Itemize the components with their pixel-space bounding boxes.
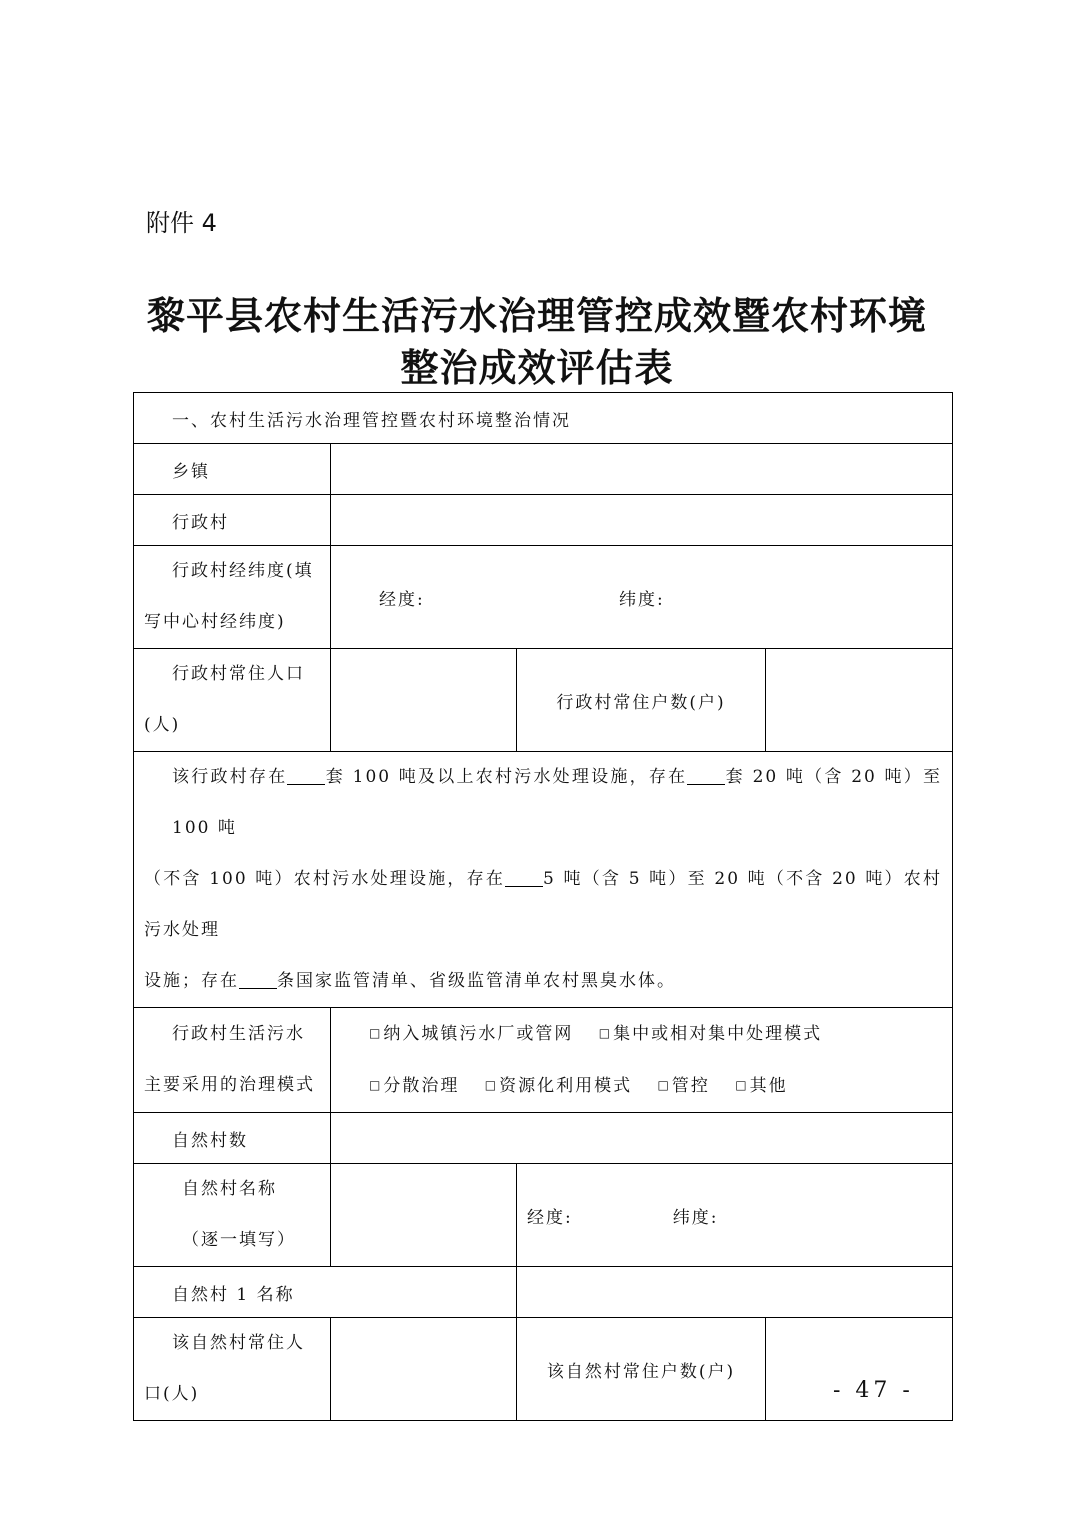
facilities-blank-1[interactable] xyxy=(287,767,325,785)
document-title-line2: 整治成效评估表 xyxy=(400,345,674,390)
households-field[interactable] xyxy=(766,649,953,752)
natural-village-name-row xyxy=(134,1164,953,1267)
admin-village-field[interactable] xyxy=(331,495,953,546)
option-centralized[interactable] xyxy=(599,1024,822,1044)
admin-village-label: 行政村 xyxy=(134,495,331,546)
nv-population-label xyxy=(134,1318,331,1421)
checkbox-icon[interactable]: □ xyxy=(369,1026,383,1040)
checkbox-icon[interactable]: □ xyxy=(369,1078,383,1092)
facilities-blank-4[interactable] xyxy=(239,971,277,989)
nv-households-label: 该自然村常住户数(户) xyxy=(517,1318,766,1421)
facilities-statement xyxy=(134,752,953,1008)
option-other[interactable] xyxy=(735,1076,787,1096)
option-decentralized[interactable] xyxy=(369,1076,459,1096)
nv-population-label-line2: 口(人) xyxy=(144,1384,200,1404)
option-centralized-label: 集中或相对集中处理模式 xyxy=(613,1024,823,1044)
population-label-line1: 行政村常住人口 xyxy=(172,664,305,684)
facilities-line1 xyxy=(144,752,942,854)
township-label: 乡镇 xyxy=(134,444,331,495)
option-other-label: 其他 xyxy=(749,1076,788,1096)
longitude-label: 经度: xyxy=(379,589,425,610)
facilities-text-1: 该行政村存在 xyxy=(172,767,288,787)
facilities-text-4: （不含 100 吨）农村污水处理设施，存在 xyxy=(144,869,506,889)
nv-latitude-label: 纬度: xyxy=(672,1207,719,1228)
natural-village-1-field[interactable] xyxy=(517,1267,953,1318)
coordinates-label-line1: 行政村经纬度(填 xyxy=(172,561,314,581)
natural-village-1-row xyxy=(134,1267,953,1318)
natural-village-name-label-line2: （逐一填写） xyxy=(182,1230,296,1250)
nv-population-row xyxy=(134,1318,953,1421)
admin-village-row xyxy=(134,495,953,546)
treatment-mode-label xyxy=(134,1008,331,1113)
facilities-text-2: 套 100 吨及以上农村污水处理设施，存在 xyxy=(325,767,688,787)
natural-village-name-field[interactable] xyxy=(331,1164,517,1267)
page-number: - 47 - xyxy=(833,1378,914,1403)
facilities-text-6: 设施；存在 xyxy=(144,971,239,991)
nv-population-field[interactable] xyxy=(331,1318,517,1421)
facilities-text-7: 条国家监管清单、省级监管清单农村黑臭水体。 xyxy=(277,971,676,991)
facilities-line2 xyxy=(144,854,942,956)
natural-village-count-field[interactable] xyxy=(331,1113,953,1164)
option-urban-network[interactable] xyxy=(369,1024,573,1044)
natural-village-coordinates[interactable] xyxy=(517,1164,953,1267)
nv-population-label-line1: 该自然村常住人 xyxy=(172,1333,305,1353)
natural-village-count-label: 自然村数 xyxy=(134,1113,331,1164)
latitude-label: 纬度: xyxy=(619,589,665,610)
section-heading-row xyxy=(134,393,953,444)
population-label xyxy=(134,649,331,752)
option-control[interactable] xyxy=(658,1076,710,1096)
coordinates-label xyxy=(134,546,331,649)
section-heading: 一、农村生活污水治理管控暨农村环境整治情况 xyxy=(134,393,953,444)
option-urban-network-label: 纳入城镇污水厂或管网 xyxy=(383,1024,574,1044)
households-label: 行政村常住户数(户) xyxy=(517,649,766,752)
assessment-form-table xyxy=(133,392,953,1421)
facilities-text-5: 5 吨（含 5 吨）至 20 吨（不含 20 吨）农村污水处理 xyxy=(144,869,942,940)
document-title-line1: 黎平县农村生活污水治理管控成效暨农村环境 xyxy=(146,293,927,338)
option-control-label: 管控 xyxy=(671,1076,710,1096)
township-field[interactable] xyxy=(331,444,953,495)
facilities-blank-2[interactable] xyxy=(687,767,725,785)
option-resource-use[interactable] xyxy=(485,1076,632,1096)
facilities-text-3: 套 20 吨（含 20 吨）至 100 吨 xyxy=(172,767,943,838)
checkbox-icon[interactable]: □ xyxy=(484,1078,499,1092)
coordinates-label-line2: 写中心村经纬度) xyxy=(144,612,286,632)
treatment-mode-options-line2 xyxy=(331,1060,952,1112)
natural-village-1-label: 自然村 1 名称 xyxy=(134,1267,517,1318)
attachment-label: 附件 4 xyxy=(146,209,217,237)
coordinates-row xyxy=(134,546,953,649)
checkbox-icon[interactable]: □ xyxy=(657,1078,671,1092)
option-decentralized-label: 分散治理 xyxy=(383,1076,460,1096)
facilities-line3 xyxy=(144,956,942,1007)
nv-households-field[interactable] xyxy=(766,1318,953,1421)
checkbox-icon[interactable]: □ xyxy=(598,1026,613,1040)
option-resource-use-label: 资源化利用模式 xyxy=(499,1076,633,1096)
natural-village-name-label-line1: 自然村名称 xyxy=(182,1179,277,1199)
treatment-mode-label-line1: 行政村生活污水 xyxy=(172,1024,305,1044)
population-field[interactable] xyxy=(331,649,517,752)
treatment-mode-options xyxy=(331,1008,953,1113)
population-label-line2: (人) xyxy=(144,715,181,735)
population-row xyxy=(134,649,953,752)
township-row xyxy=(134,444,953,495)
facilities-blank-3[interactable] xyxy=(505,869,543,887)
nv-longitude-label: 经度: xyxy=(527,1207,573,1228)
natural-village-name-label xyxy=(134,1164,331,1267)
coordinates-field[interactable] xyxy=(331,546,953,649)
treatment-mode-row xyxy=(134,1008,953,1113)
facilities-row xyxy=(134,752,953,1008)
treatment-mode-label-line2: 主要采用的治理模式 xyxy=(144,1075,315,1095)
treatment-mode-options-line1 xyxy=(331,1008,952,1060)
checkbox-icon[interactable]: □ xyxy=(735,1078,749,1092)
natural-village-count-row xyxy=(134,1113,953,1164)
